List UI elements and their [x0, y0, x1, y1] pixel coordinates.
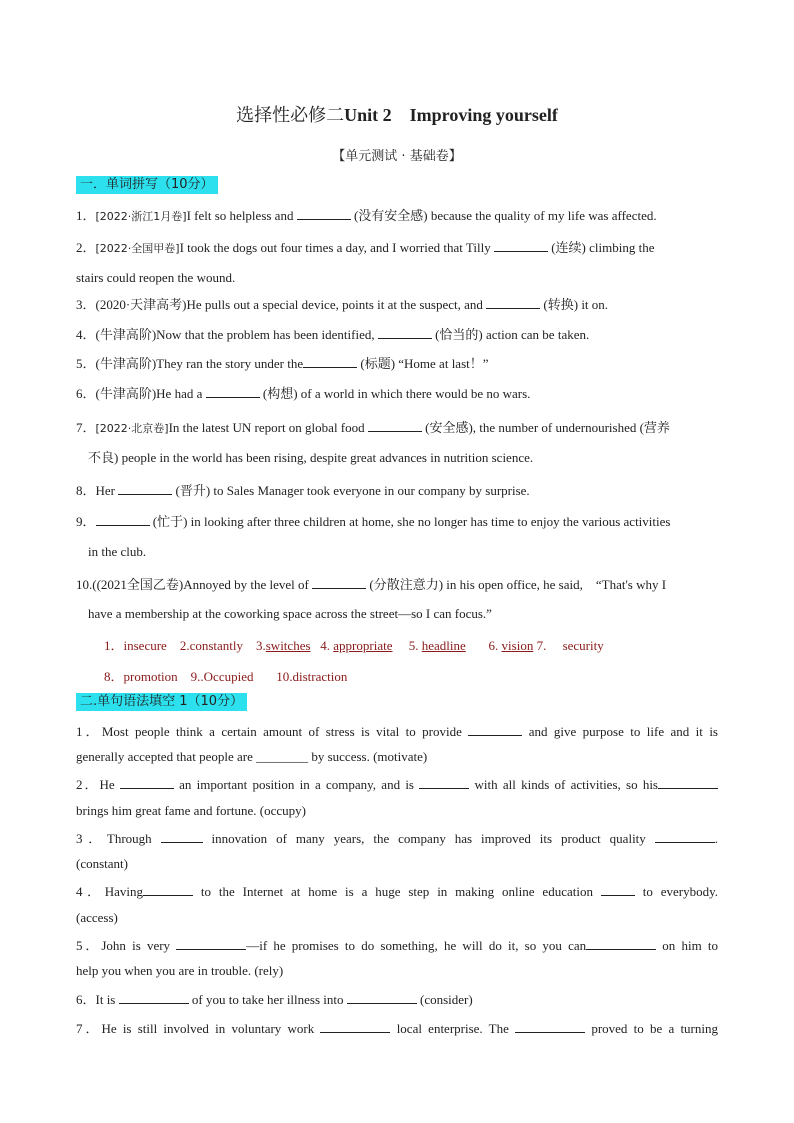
question-1: 1．[2022·浙江1月卷]I felt so helpless and (没有安全感) because the quality of my life was affected.: [76, 208, 657, 223]
section1-header: 一．单词拼写（10分）: [76, 176, 218, 194]
grammar-question-6: 6．It is of you to take her illness into (consider): [76, 992, 473, 1007]
question-9: 9． (忙于) in looking after three children at home, she no longer has time to enjoy the various activities: [76, 514, 671, 529]
answer-blank[interactable]: [486, 295, 540, 309]
answer-blank[interactable]: [297, 206, 351, 220]
question-6: 6．(牛津高阶)He had a (构想) of a world in which there would be no wars.: [76, 386, 531, 401]
answer-blank[interactable]: [378, 325, 432, 339]
grammar-question-5: 5．John is very —if he promises to do something, he will do it, so you can on him to: [76, 938, 718, 953]
question-9-continued: in the club.: [88, 544, 147, 559]
answer-blank[interactable]: [515, 1019, 585, 1033]
answer-blank[interactable]: [320, 1019, 390, 1033]
grammar-question-2: 2．He an important position in a company, and is with all kinds of activities, so his: [76, 775, 718, 794]
question-4: 4．(牛津高阶)Now that the problem has been identified, (恰当的) action can be taken.: [76, 327, 590, 342]
grammar-question-7: 7．He is still involved in voluntary work local enterprise. The proved to be a turning: [76, 1021, 718, 1036]
question-2-continued: stairs could reopen the wound.: [76, 270, 236, 285]
answer-blank[interactable]: [494, 238, 548, 252]
answer-blank[interactable]: [206, 384, 260, 398]
grammar-question-1-continued: generally accepted that people are ________ by success. (motivate): [76, 749, 428, 764]
question-7-continued: 不良) people in the world has been rising, despite great advances in nutrition science.: [88, 450, 534, 465]
grammar-question-2-continued: brings him great fame and fortune. (occupy): [76, 803, 306, 818]
answer-blank[interactable]: [601, 882, 635, 896]
grammar-question-5-continued: help you when you are in trouble. (rely): [76, 963, 284, 978]
question-7: 7．[2022·北京卷]In the latest UN report on global food (安全感), the number of undernourished (营养: [76, 420, 670, 435]
answer-blank[interactable]: [118, 481, 172, 495]
answer-blank[interactable]: [120, 775, 174, 789]
answer-key-line-1: 1．insecure 2.constantly 3.switches 4. appropriate 5. headline 6. vision 7. security: [104, 638, 604, 653]
answer-blank[interactable]: [96, 512, 150, 526]
answer-blank[interactable]: [419, 775, 469, 789]
question-5: 5．(牛津高阶)They ran the story under the (标题) “Home at last！”: [76, 356, 489, 371]
title-english: Unit 2 Improving yourself: [344, 105, 558, 125]
answer-blank[interactable]: [655, 829, 715, 843]
answer-blank[interactable]: [303, 354, 357, 368]
page-title: [0, 101, 794, 127]
page-subtitle: 【单元测试 · 基础卷】: [332, 149, 462, 164]
answer-blank[interactable]: [347, 990, 417, 1004]
answer-key-line-2: 8．promotion 9..Occupied 10.distraction: [104, 669, 348, 684]
title-chinese: 选择性必修二: [236, 105, 345, 126]
answer-blank[interactable]: [368, 418, 422, 432]
question-10: 10.((2021全国乙卷)Annoyed by the level of (分散注意力) in his open office, he said, “That's why I: [76, 577, 667, 592]
grammar-question-3-continued: (constant): [76, 856, 128, 871]
grammar-question-3: 3．Through innovation of many years, the company has improved its product quality .: [76, 831, 718, 846]
answer-blank[interactable]: [312, 575, 366, 589]
answer-blank[interactable]: [176, 936, 246, 950]
grammar-question-1: 1．Most people think a certain amount of stress is vital to provide and give purpose to life and it is: [76, 724, 718, 739]
answer-blank[interactable]: [119, 990, 189, 1004]
answer-blank[interactable]: [586, 936, 656, 950]
grammar-question-4: 4．Having to the Internet at home is a huge step in making online education to everybody.: [76, 884, 719, 899]
answer-blank[interactable]: [658, 775, 718, 789]
question-2: 2．[2022·全国甲卷]I took the dogs out four times a day, and I worried that Tilly (连续) climbing the: [76, 240, 655, 255]
question-8: 8．Her (晋升) to Sales Manager took everyone in our company by surprise.: [76, 483, 530, 498]
grammar-question-4-continued: (access): [76, 910, 118, 925]
answer-blank[interactable]: [161, 829, 203, 843]
question-10-continued: have a membership at the coworking space across the street—so I can focus.”: [88, 606, 492, 621]
answer-blank[interactable]: [143, 882, 193, 896]
question-3: 3．(2020·天津高考)He pulls out a special device, points it at the suspect, and (转换) it on.: [76, 297, 609, 312]
answer-blank[interactable]: [468, 722, 522, 736]
section2-header: 二.单句语法填空 1（10分）: [76, 693, 247, 711]
